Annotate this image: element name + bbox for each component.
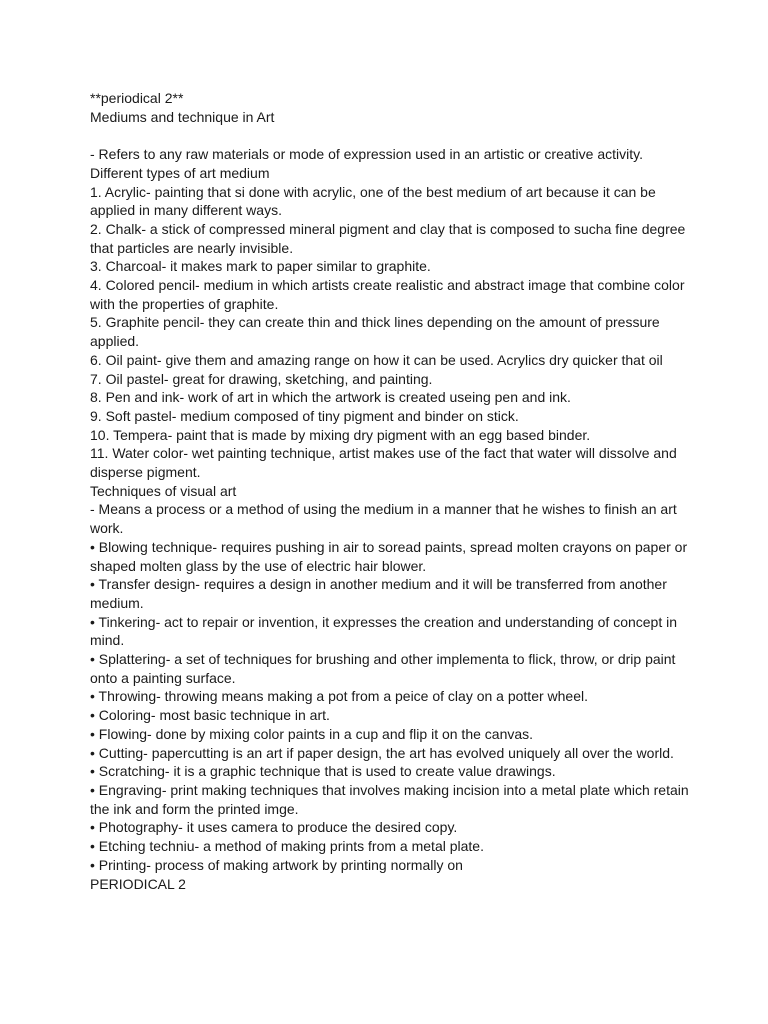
technique-item: • Printing- process of making artwork by printing normally on — [90, 856, 463, 873]
medium-item: 7. Oil pastel- great for drawing, sketching, and painting. — [90, 370, 433, 387]
document-title: Mediums and technique in Art — [90, 108, 275, 125]
medium-item: 10. Tempera- paint that is made by mixing dry pigment with an egg based binder. — [90, 426, 591, 443]
medium-item: 5. Graphite pencil- they can create thin and thick lines depending on the amount of pressure applied. — [90, 314, 664, 350]
technique-item: • Etching techniu- a method of making prints from a metal plate. — [90, 838, 484, 855]
technique-item: • Throwing- throwing means making a pot from a peice of clay on a potter wheel. — [90, 688, 589, 705]
technique-item: • Transfer design- requires a design in another medium and it will be transferred from another medium. — [90, 576, 671, 611]
techniques-intro: - Means a process or a method of using the medium in a manner that he wishes to finish an art work. — [90, 501, 681, 537]
techniques-heading: Techniques of visual art — [90, 482, 237, 499]
medium-item: 6. Oil paint- give them and amazing range on how it can be used. Acrylics dry quicker that oil — [90, 351, 663, 368]
document-page — [90, 89, 693, 893]
technique-item: • Photography- it uses camera to produce the desired copy. — [90, 819, 458, 836]
intro-text: - Refers to any raw materials or mode of expression used in an artistic or creative activity. — [90, 146, 643, 163]
medium-item: 1. Acrylic- painting that si done with acrylic, one of the best medium of art because it can be applied in many different ways. — [90, 183, 660, 219]
technique-item: • Tinkering- act to repair or invention, it expresses the creation and understanding of concept in mind. — [90, 613, 681, 649]
mediums-heading: Different types of art medium — [90, 164, 270, 181]
medium-item: 9. Soft pastel- medium composed of tiny pigment and binder on stick. — [90, 407, 519, 424]
technique-item: • Blowing technique- requires pushing in air to soread paints, spread molten crayons on paper or shaped molten glass by the use of electric hair blower. — [90, 538, 692, 574]
medium-item: 3. Charcoal- it makes mark to paper similar to graphite. — [90, 258, 431, 275]
technique-item: • Coloring- most basic technique in art. — [90, 707, 330, 724]
technique-item: • Splattering- a set of techniques for brushing and other implementa to flick, throw, or drip paint onto a painting surface. — [90, 651, 680, 686]
medium-item: 11. Water color- wet painting technique, artist makes use of the fact that water will dissolve and disperse pigment. — [90, 445, 681, 481]
medium-item: 4. Colored pencil- medium in which artists create realistic and abstract image that combine color with the properties of graphite. — [90, 277, 689, 312]
document-footer: PERIODICAL 2 — [90, 875, 186, 892]
blank-line — [90, 126, 690, 145]
technique-item: • Scratching- it is a graphic technique that is used to create value drawings. — [90, 763, 556, 780]
technique-item: • Flowing- done by mixing color paints in a cup and flip it on the canvas. — [90, 725, 534, 742]
medium-item: 8. Pen and ink- work of art in which the artwork is created useing pen and ink. — [90, 389, 571, 406]
document-header: **periodical 2** — [90, 90, 184, 106]
technique-item: • Engraving- print making techniques that involves making incision into a metal plate which retain the ink and form the printed imge. — [90, 782, 693, 817]
medium-item: 2. Chalk- a stick of compressed mineral pigment and clay that is composed to sucha fine degree that particles are nearly invisible. — [90, 220, 690, 256]
technique-item: • Cutting- papercutting is an art if paper design, the art has evolved uniquely all over the world. — [90, 744, 674, 761]
